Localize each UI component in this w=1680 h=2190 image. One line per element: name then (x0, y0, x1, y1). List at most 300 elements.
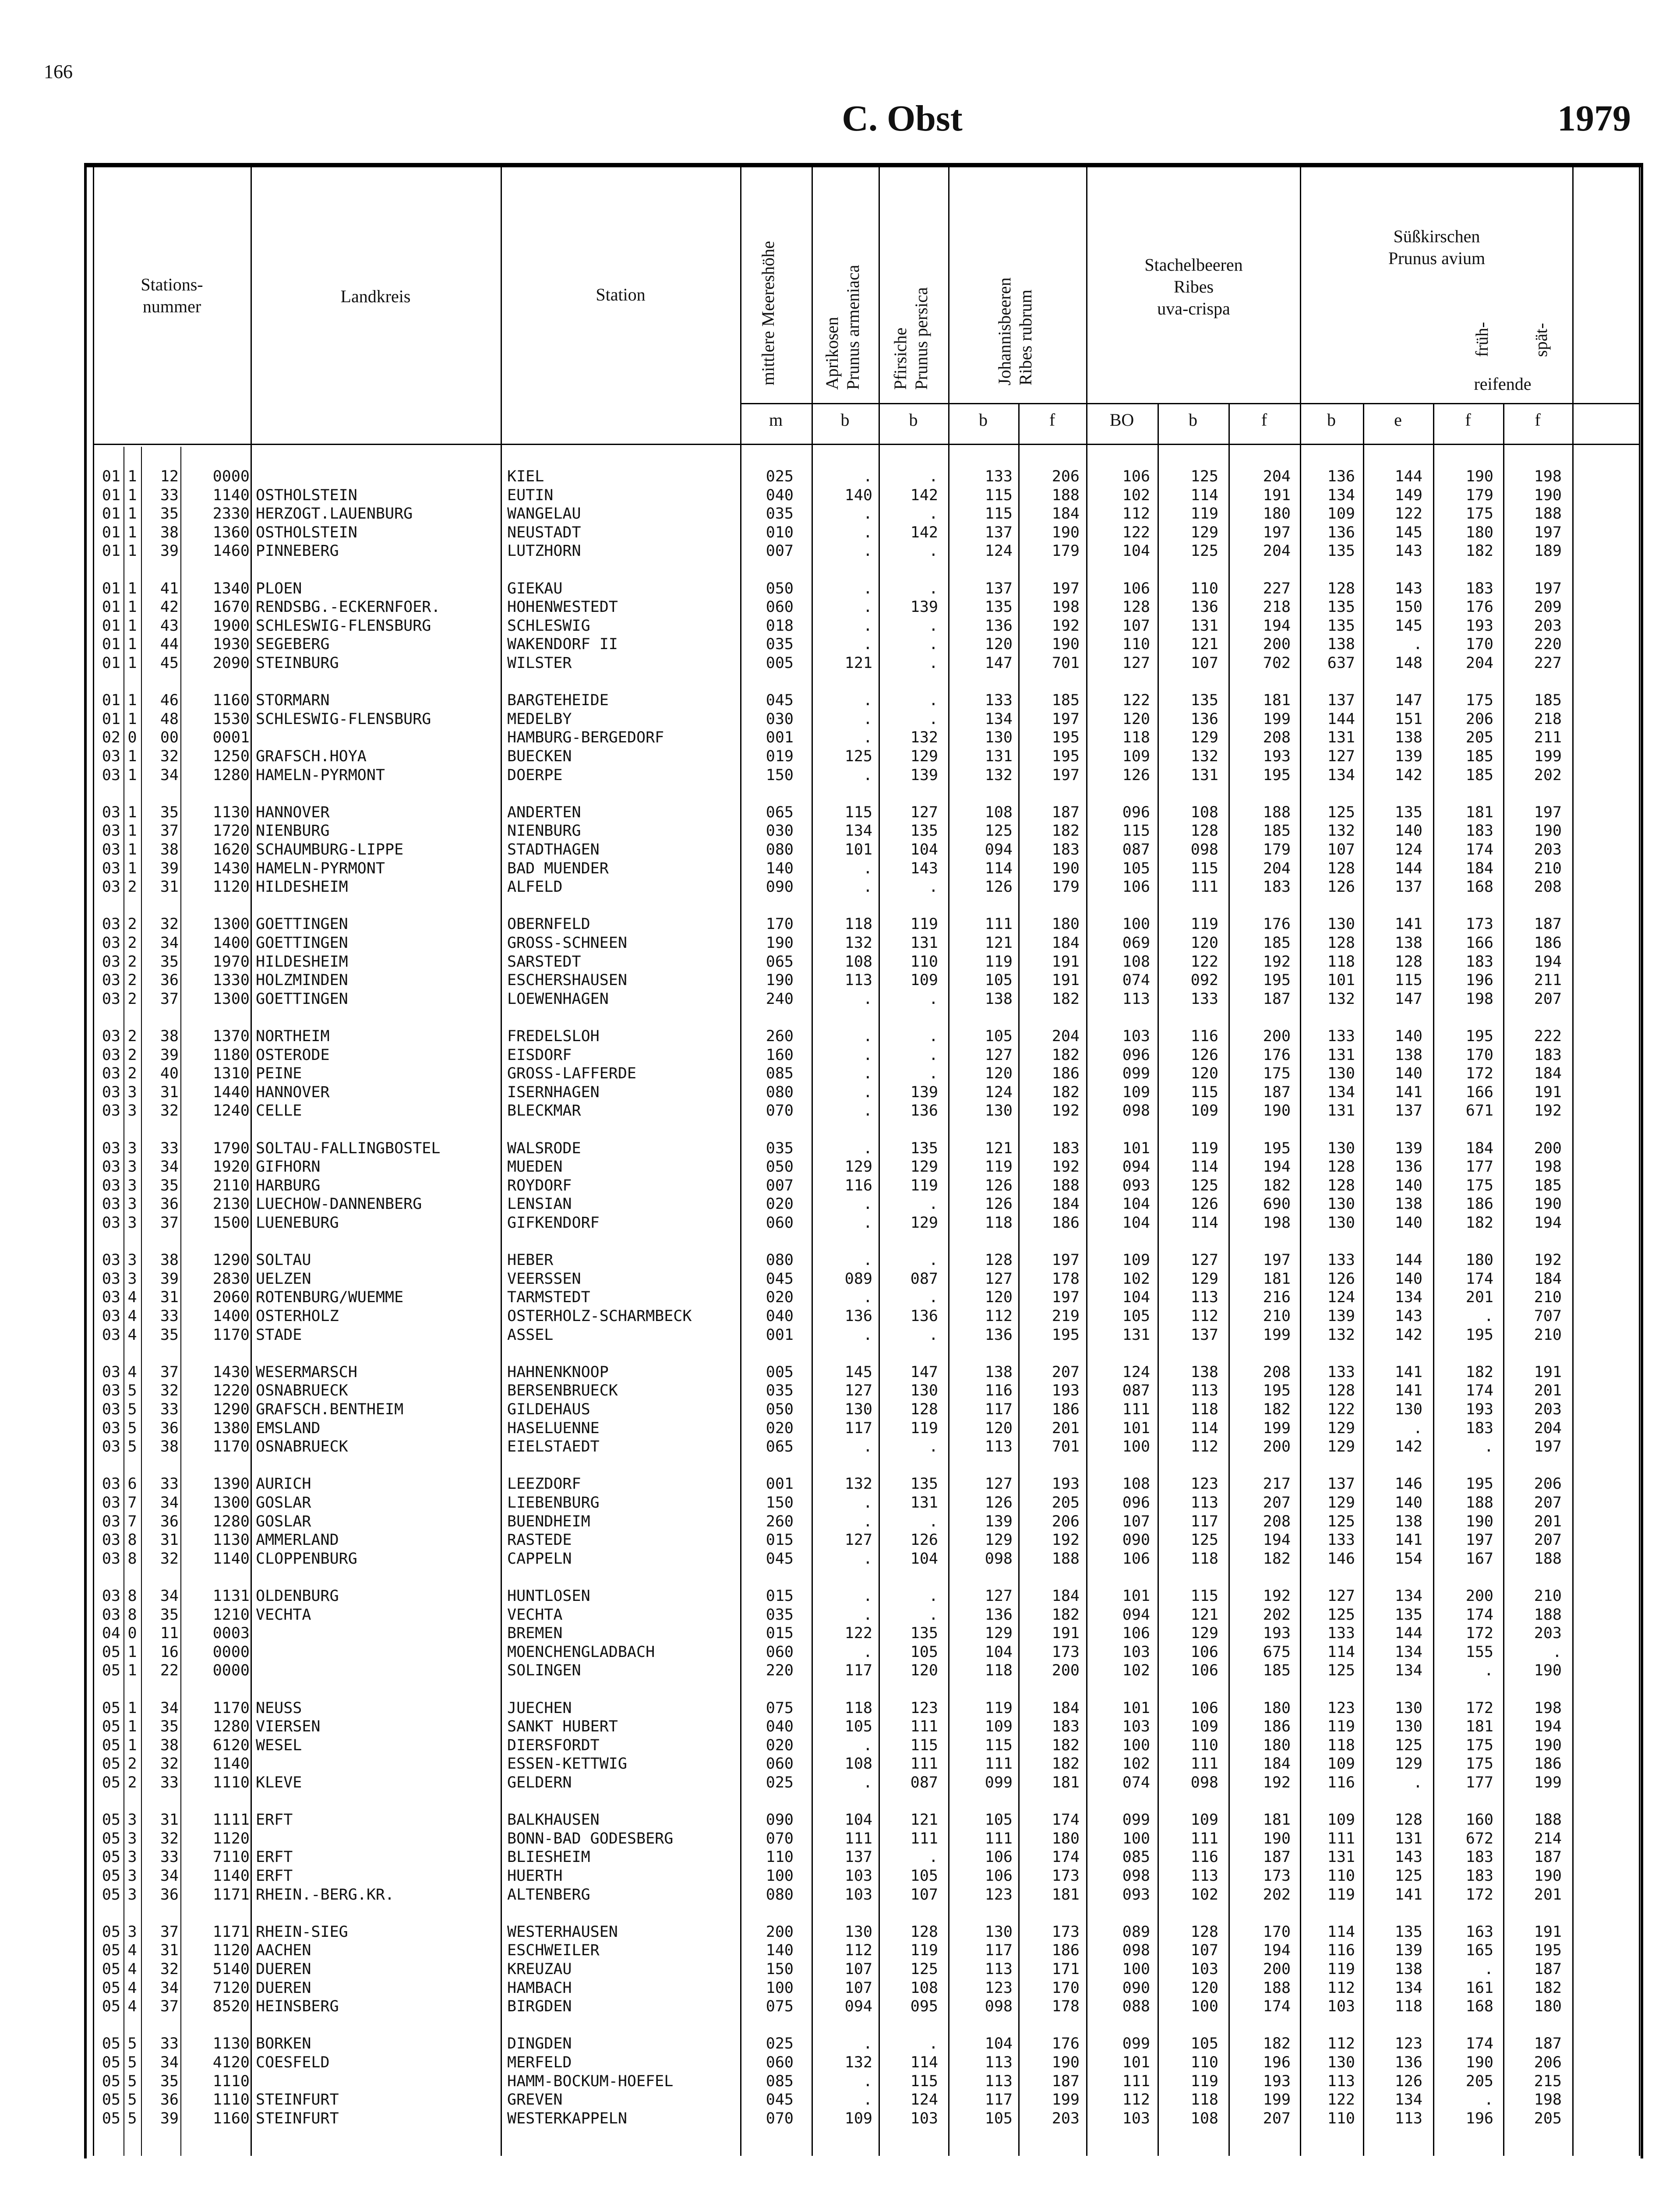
table-cell: LIEBENBURG (507, 1494, 600, 1512)
table-cell: RHEIN-SIEG (256, 1923, 348, 1941)
table-cell: 116 (1190, 1848, 1218, 1866)
table-cell: 181 (1465, 1718, 1493, 1736)
table-cell: 35 (160, 1176, 179, 1194)
table-cell: 148 (1394, 654, 1422, 672)
table-cell: 122 (1327, 2091, 1355, 2109)
table-cell: 174 (1263, 1998, 1291, 2016)
table-row (0, 486, 1680, 505)
table-cell: 4 (127, 1326, 137, 1344)
table-cell: 110 (1190, 2054, 1218, 2071)
table-cell: 33 (160, 2035, 179, 2053)
table-cell: 118 (1190, 1550, 1218, 1568)
table-cell: 03 (102, 1214, 120, 1232)
table-cell: 05 (102, 1998, 120, 2016)
table-row (0, 1158, 1680, 1176)
table-cell: LUENEBURG (256, 1214, 339, 1232)
table-cell: . (928, 1195, 938, 1213)
table-cell: 198 (1534, 1158, 1562, 1176)
table-cell: 060 (766, 1214, 794, 1232)
table-cell: 015 (766, 1531, 794, 1549)
table-cell: GRAFSCH.BENTHEIM (256, 1401, 404, 1418)
table-cell: BIRGDEN (507, 1998, 572, 2016)
table-cell: 108 (985, 803, 1013, 821)
table-cell: 182 (1052, 1083, 1080, 1101)
table-cell: 38 (160, 523, 179, 541)
table-cell: 36 (160, 1886, 179, 1904)
table-cell: 111 (985, 915, 1013, 933)
table-cell: 118 (1190, 1401, 1218, 1418)
header-stachelbeeren: Stachelbeeren Ribes uva-crispa (1144, 255, 1243, 318)
table-cell: 181 (1263, 692, 1291, 710)
table-cell: 007 (766, 1176, 794, 1194)
table-cell: 133 (1327, 1531, 1355, 1549)
table-cell: GIEKAU (507, 579, 563, 597)
table-cell: 138 (1394, 1960, 1422, 1978)
table-cell: 180 (1465, 1251, 1493, 1269)
table-cell: 119 (1190, 915, 1218, 933)
table-cell: . (863, 1289, 872, 1307)
table-cell: 36 (160, 2091, 179, 2109)
table-cell: 205 (1052, 1494, 1080, 1512)
table-cell: . (863, 1195, 872, 1213)
table-cell: 35 (160, 505, 179, 523)
table-cell: KREUZAU (507, 1960, 572, 1978)
table-row (0, 1475, 1680, 1493)
table-cell: 34 (160, 1699, 179, 1717)
table-cell: 141 (1394, 1083, 1422, 1101)
table-cell: 1 (127, 579, 137, 597)
table-cell: OSTERHOLZ-SCHARMBECK (507, 1307, 692, 1325)
table-cell: 187 (1534, 2035, 1562, 2053)
table-cell: SANKT HUBERT (507, 1718, 618, 1736)
table-cell: 134 (1394, 1662, 1422, 1680)
table-cell: 44 (160, 636, 179, 653)
table-cell: 126 (1327, 1270, 1355, 1288)
table-cell: 190 (1534, 1195, 1562, 1213)
table-cell: 139 (1394, 748, 1422, 765)
table-cell: 35 (160, 1606, 179, 1624)
table-cell: 197 (1534, 523, 1562, 541)
table-cell: 200 (1052, 1662, 1080, 1680)
table-cell: . (863, 729, 872, 747)
table-cell: 33 (160, 1774, 179, 1791)
table-cell: WILSTER (507, 654, 572, 672)
table-cell: BREMEN (507, 1625, 563, 1642)
table-cell: 191 (1052, 971, 1080, 989)
table-cell: 206 (1534, 1475, 1562, 1493)
table-cell: 5 (127, 2072, 137, 2090)
table-cell: 183 (1465, 822, 1493, 840)
table-cell: 119 (910, 1176, 938, 1194)
table-cell: DUEREN (256, 1960, 311, 1978)
table-cell: 191 (1052, 953, 1080, 971)
table-cell: 138 (985, 990, 1013, 1008)
table-cell: 135 (985, 598, 1013, 616)
table-cell: 138 (985, 1363, 1013, 1381)
table-cell: 144 (1327, 710, 1355, 728)
table-cell: 144 (1394, 1625, 1422, 1642)
table-cell: 098 (1190, 841, 1218, 858)
table-cell: 135 (1190, 692, 1218, 710)
table-cell: 113 (1190, 1494, 1218, 1512)
table-cell: 194 (1534, 953, 1562, 971)
table-cell: 201 (1534, 1512, 1562, 1530)
table-cell: 134 (1327, 1083, 1355, 1101)
table-row (0, 990, 1680, 1008)
table-cell: 35 (160, 1326, 179, 1344)
table-cell: EMSLAND (256, 1419, 321, 1437)
table-cell: 35 (160, 1718, 179, 1736)
table-cell: 170 (1465, 636, 1493, 653)
table-cell: 1 (127, 468, 137, 485)
table-cell: 34 (160, 766, 179, 784)
table-cell: MUEDEN (507, 1158, 563, 1176)
table-cell: 127 (844, 1382, 872, 1400)
table-cell: 3 (127, 1214, 137, 1232)
table-cell: 195 (1465, 1475, 1493, 1493)
table-cell: 065 (766, 1438, 794, 1456)
table-cell: 2 (127, 990, 137, 1008)
table-cell: . (928, 1587, 938, 1605)
table-cell: 142 (910, 523, 938, 541)
table-cell: 188 (1052, 1550, 1080, 1568)
table-cell: 210 (1534, 1326, 1562, 1344)
table-cell: 37 (160, 822, 179, 840)
table-cell: 185 (1052, 692, 1080, 710)
table-cell: 174 (1052, 1848, 1080, 1866)
table-cell: 173 (1052, 1923, 1080, 1941)
table-cell: 193 (1465, 617, 1493, 635)
table-cell: 131 (1122, 1326, 1150, 1344)
table-cell: 200 (1263, 1028, 1291, 1045)
table-cell: 109 (1122, 1251, 1150, 1269)
table-cell: 03 (102, 1382, 120, 1400)
table-cell: 197 (1052, 766, 1080, 784)
table-cell: PLOEN (256, 579, 302, 597)
table-cell: SOLTAU (256, 1251, 311, 1269)
table-cell: 188 (1263, 803, 1291, 821)
table-cell: 113 (1122, 990, 1150, 1008)
unit-f: f (1049, 410, 1055, 430)
table-cell: 087 (910, 1774, 938, 1791)
header-stationsnummer: Stations- nummer (141, 275, 203, 316)
table-cell: 181 (1263, 1270, 1291, 1288)
table-cell: 106 (985, 1848, 1013, 1866)
table-cell: 117 (844, 1662, 872, 1680)
table-cell: . (1484, 1438, 1493, 1456)
table-cell: 4 (127, 1289, 137, 1307)
table-cell: 134 (1394, 1979, 1422, 1997)
table-cell: GELDERN (507, 1774, 572, 1791)
table-cell: 1300 (212, 990, 250, 1008)
table-cell: . (863, 766, 872, 784)
table-cell: 2090 (212, 654, 250, 672)
table-cell: 1160 (212, 692, 250, 710)
table-cell: 05 (102, 1662, 120, 1680)
table-cell: 01 (102, 710, 120, 728)
table-cell: 36 (160, 1419, 179, 1437)
table-cell: 129 (1190, 1270, 1218, 1288)
table-cell: 175 (1465, 1755, 1493, 1773)
table-cell: 126 (1122, 766, 1150, 784)
table-cell: 102 (1122, 1270, 1150, 1288)
table-cell: 117 (985, 2091, 1013, 2109)
table-cell: 5 (127, 1382, 137, 1400)
table-cell: 025 (766, 1774, 794, 1791)
table-cell: 195 (1263, 1139, 1291, 1157)
table-row (0, 1419, 1680, 1438)
table-row (0, 1531, 1680, 1549)
table-cell: 035 (766, 1382, 794, 1400)
table-row (0, 1307, 1680, 1325)
table-cell: 135 (1394, 1923, 1422, 1941)
table-row (0, 1587, 1680, 1605)
table-cell: 166 (1465, 934, 1493, 952)
table-cell: 200 (1263, 1438, 1291, 1456)
table-cell: WAKENDORF II (507, 636, 618, 653)
table-cell: 128 (910, 1401, 938, 1418)
table-cell: 129 (985, 1531, 1013, 1549)
table-cell: 1720 (212, 822, 250, 840)
table-cell: 207 (1534, 990, 1562, 1008)
table-cell: 208 (1263, 729, 1291, 747)
table-cell: 205 (1465, 729, 1493, 747)
table-cell: 216 (1263, 1289, 1291, 1307)
table-cell: 637 (1327, 654, 1355, 672)
table-cell: 098 (985, 1550, 1013, 1568)
table-cell: 1 (127, 1643, 137, 1661)
table-cell: 41 (160, 579, 179, 597)
table-cell: 101 (1122, 1419, 1150, 1437)
table-cell: 115 (910, 1736, 938, 1754)
table-cell: 05 (102, 1699, 120, 1717)
table-cell: . (863, 636, 872, 653)
table-cell: 34 (160, 1587, 179, 1605)
table-cell: 140 (1394, 1028, 1422, 1045)
table-cell: 209 (1534, 598, 1562, 616)
table-cell: 132 (1327, 1326, 1355, 1344)
table-cell: 183 (1263, 878, 1291, 896)
table-cell: 104 (1122, 1289, 1150, 1307)
table-cell: 39 (160, 859, 179, 877)
table-cell: 112 (1122, 2091, 1150, 2109)
table-row (0, 2053, 1680, 2072)
table-cell: 05 (102, 1979, 120, 1997)
table-cell: 190 (1534, 1662, 1562, 1680)
table-cell: 182 (1052, 822, 1080, 840)
table-cell: 198 (1534, 468, 1562, 485)
table-cell: 111 (985, 1830, 1013, 1847)
table-cell: 125 (985, 822, 1013, 840)
table-cell: 188 (1263, 1979, 1291, 1997)
table-cell: 112 (1327, 2035, 1355, 2053)
table-cell: 195 (1263, 971, 1291, 989)
table-cell: 109 (844, 2109, 872, 2127)
table-cell: 197 (1534, 803, 1562, 821)
table-cell: . (863, 2091, 872, 2109)
table-cell: GREVEN (507, 2091, 563, 2109)
table-cell: 3 (127, 1830, 137, 1847)
table-cell: 03 (102, 1550, 120, 1568)
table-cell: 100 (1122, 1960, 1150, 1978)
table-row (0, 2109, 1680, 2128)
table-row (0, 1606, 1680, 1624)
table-cell: 1400 (212, 1307, 250, 1325)
table-cell: 185 (1534, 692, 1562, 710)
table-cell: 2 (127, 953, 137, 971)
table-cell: 203 (1534, 617, 1562, 635)
table-cell: 218 (1534, 710, 1562, 728)
table-cell: PINNEBERG (256, 542, 339, 560)
table-cell: 208 (1263, 1363, 1291, 1381)
table-cell: 194 (1263, 1942, 1291, 1960)
table-cell: 118 (844, 1699, 872, 1717)
table-cell: TARMSTEDT (507, 1289, 590, 1307)
table-cell: 184 (1052, 1195, 1080, 1213)
table-cell: 120 (1190, 1979, 1218, 1997)
table-cell: 202 (1534, 766, 1562, 784)
table-cell: 138 (1394, 729, 1422, 747)
table-cell: VECHTA (256, 1606, 311, 1624)
table-cell: 125 (1327, 1606, 1355, 1624)
table-cell: 137 (1190, 1326, 1218, 1344)
table-cell: HAMBACH (507, 1979, 572, 1997)
table-cell: 193 (1052, 1382, 1080, 1400)
table-cell: 32 (160, 1382, 179, 1400)
table-cell: 32 (160, 915, 179, 933)
table-cell: 126 (985, 878, 1013, 896)
table-cell: 176 (1263, 1046, 1291, 1064)
table-cell: 108 (1190, 2109, 1218, 2127)
table-cell: 1790 (212, 1139, 250, 1157)
table-cell: 050 (766, 1158, 794, 1176)
table-cell: DIERSFORDT (507, 1736, 600, 1754)
table-cell: 1930 (212, 636, 250, 653)
table-cell: ESCHERSHAUSEN (507, 971, 627, 989)
table-cell: 31 (160, 878, 179, 896)
table-cell: 201 (1534, 1886, 1562, 1904)
table-cell: 112 (985, 1307, 1013, 1325)
table-cell: 192 (1263, 953, 1291, 971)
table-cell: 208 (1263, 1512, 1291, 1530)
unit-e: e (1394, 410, 1402, 430)
table-cell: 109 (985, 1718, 1013, 1736)
table-cell: 141 (1394, 1363, 1422, 1381)
table-cell: 001 (766, 1475, 794, 1493)
table-cell: . (863, 598, 872, 616)
table-cell: 175 (1465, 505, 1493, 523)
table-cell: 140 (1394, 1065, 1422, 1083)
table-cell: 1140 (212, 1755, 250, 1773)
table-cell: 139 (1394, 1139, 1422, 1157)
table-cell: 182 (1263, 2035, 1291, 2053)
table-cell: 111 (1327, 1830, 1355, 1847)
table-cell: 198 (1534, 2091, 1562, 2109)
table-cell: 175 (1465, 1736, 1493, 1754)
table-cell: 127 (910, 803, 938, 821)
table-cell: 118 (1122, 729, 1150, 747)
table-cell: 125 (1394, 1867, 1422, 1885)
table-cell: 098 (1122, 1867, 1150, 1885)
table-cell: COESFELD (256, 2054, 330, 2071)
table-cell: 1 (127, 710, 137, 728)
table-row (0, 1699, 1680, 1717)
table-cell: . (863, 692, 872, 710)
table-cell: 2830 (212, 1270, 250, 1288)
table-cell: 32 (160, 1550, 179, 1568)
table-cell: DUEREN (256, 1979, 311, 1997)
table-cell: 112 (1122, 505, 1150, 523)
table-cell: 116 (1327, 1774, 1355, 1791)
table-cell: 140 (1394, 822, 1422, 840)
table-cell: 37 (160, 1363, 179, 1381)
table-cell: 199 (1052, 2091, 1080, 2109)
table-cell: 127 (844, 1531, 872, 1549)
table-cell: 7 (127, 1512, 137, 1530)
table-cell: 115 (844, 803, 872, 821)
table-cell: 099 (1122, 1065, 1150, 1083)
table-cell: AACHEN (256, 1942, 311, 1960)
table-cell: 05 (102, 1830, 120, 1847)
table-cell: 141 (1394, 1886, 1422, 1904)
table-cell: 3 (127, 1848, 137, 1866)
table-cell: GROSS-LAFFERDE (507, 1065, 637, 1083)
table-cell: 150 (766, 766, 794, 784)
table-row (0, 1997, 1680, 2016)
table-row (0, 878, 1680, 896)
table-cell: 132 (844, 2054, 872, 2071)
table-cell: 175 (1465, 1176, 1493, 1194)
table-cell: 103 (1122, 2109, 1150, 2127)
table-cell: 109 (910, 971, 938, 989)
table-cell: 115 (1122, 822, 1150, 840)
table-cell: 32 (160, 1960, 179, 1978)
table-cell: 154 (1394, 1550, 1422, 1568)
table-cell: . (863, 1028, 872, 1045)
table-cell: 140 (1394, 1270, 1422, 1288)
table-cell: 207 (1263, 2109, 1291, 2127)
table-cell: 186 (1534, 934, 1562, 952)
table-cell: VIERSEN (256, 1718, 321, 1736)
table-cell: 045 (766, 1270, 794, 1288)
table-cell: 145 (1394, 523, 1422, 541)
table-cell: 111 (1190, 1755, 1218, 1773)
table-cell: 702 (1263, 654, 1291, 672)
table-cell: . (863, 542, 872, 560)
table-cell: BORKEN (256, 2035, 311, 2053)
table-cell: . (928, 2035, 938, 2053)
table-cell: BUECKEN (507, 748, 572, 765)
table-cell: 186 (1052, 1214, 1080, 1232)
table-cell: 176 (1263, 915, 1291, 933)
table-cell: 181 (1465, 803, 1493, 821)
table-cell: 190 (1052, 2054, 1080, 2071)
table-row (0, 1494, 1680, 1512)
table-cell: 129 (910, 1158, 938, 1176)
table-cell: 130 (985, 1923, 1013, 1941)
table-cell: 015 (766, 1587, 794, 1605)
table-cell: 105 (910, 1643, 938, 1661)
unit-bo: BO (1109, 410, 1134, 430)
table-cell: . (863, 1065, 872, 1083)
table-cell: 05 (102, 1736, 120, 1754)
table-cell: 127 (985, 1587, 1013, 1605)
table-cell: 191 (1263, 486, 1291, 504)
table-cell: 1460 (212, 542, 250, 560)
table-cell: 125 (1327, 803, 1355, 821)
table-cell: ERFT (256, 1848, 293, 1866)
table-cell: 1 (127, 542, 137, 560)
